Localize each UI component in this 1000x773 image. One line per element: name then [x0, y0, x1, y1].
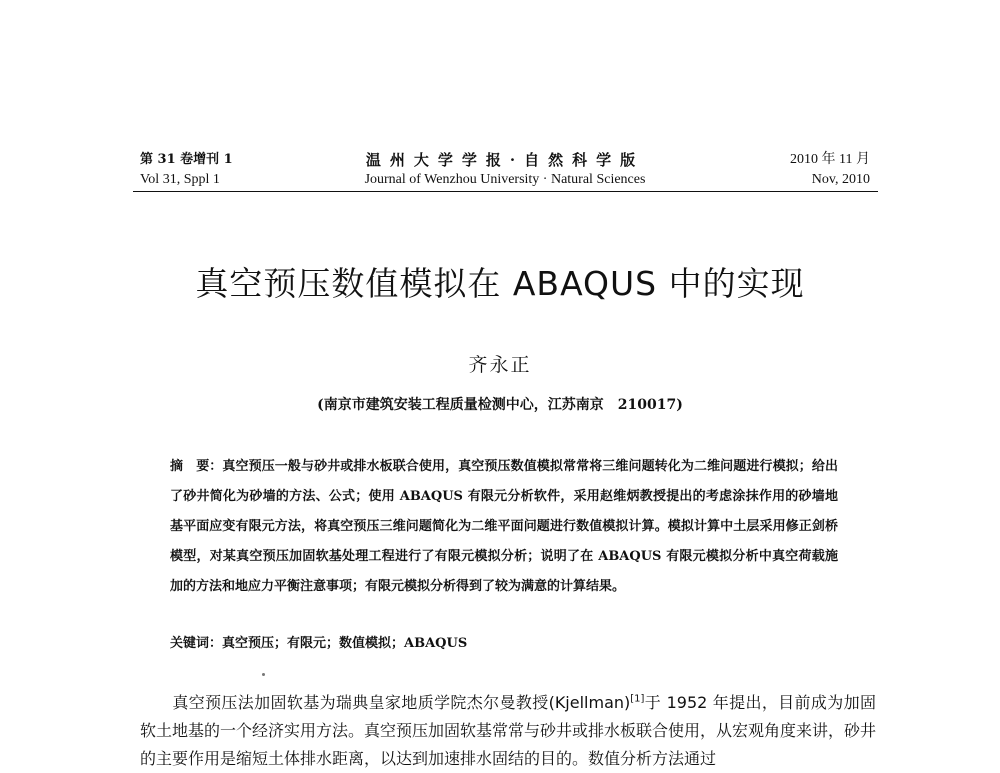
journal-name-en: Journal of Wenzhou University · Natural Sciences — [364, 172, 646, 187]
body-text-rest: 于 1952 年提出，目前成为加固软土地基的一个经济实用方法。真空预压加固软基常常与砂井或排水板联合使用，从宏观角度来讲，砂井的主要作用是缩短土体排水距离，以达到加速排水固结的目的。数值分析方法通过 — [140, 693, 877, 768]
body-paragraph — [140, 689, 876, 773]
journal-header — [140, 150, 870, 190]
author-name: 齐永正 — [468, 354, 532, 376]
abstract-label: 摘 要： — [170, 459, 223, 474]
journal-name — [140, 150, 870, 190]
body-text-start: 真空预压法加固软基为瑞典皇家地质学院杰尔曼教授(Kjellman) — [172, 693, 631, 712]
footnote-marker — [262, 673, 265, 676]
volume-en: Vol 31, Sppl 1 — [140, 172, 220, 187]
keywords-label: 关键词： — [170, 636, 223, 651]
header-rule — [133, 191, 878, 192]
journal-name-cn: 温州大学学报·自然科学版 — [365, 151, 645, 169]
citation-ref[interactable]: [1] — [630, 693, 645, 705]
author-affiliation: (南京市建筑安装工程质量检测中心，江苏南京 210017) — [317, 397, 683, 413]
paper-title: 真空预压数值模拟在 ABAQUS 中的实现 — [195, 264, 805, 303]
abstract — [170, 452, 838, 602]
issue-date-cn: 2010 年 11 月 — [790, 152, 870, 167]
issue-date-en: Nov, 2010 — [811, 172, 870, 187]
issue-date — [790, 150, 870, 190]
keywords — [170, 632, 838, 656]
volume-cn: 第 31 卷增刊 1 — [140, 152, 233, 167]
abstract-text: 真空预压一般与砂井或排水板联合使用，真空预压数值模拟常常将三维问题转化为二维问题进行模拟；给出了砂井简化为砂墙的方法、公式；使用 ABAQUS 有限元分析软件，采用赵维炳教授提出的考虑涂抹作用的砂墙地基平面应变有限元方法，将真空预压三维问题简化为二维平面问题进行数值模拟计算。模拟计算中土层采用修正剑桥模型，对某真空预压加固软基处理工程进行了有限元模拟分析；说明了在 ABAQUS 有限元模拟分析中真空荷载施加的方法和地应力平衡注意事项；有限元模拟分析得到了较为满意的计算结果。 — [170, 459, 838, 594]
keywords-text: 真空预压；有限元；数值模拟；ABAQUS — [222, 636, 468, 651]
